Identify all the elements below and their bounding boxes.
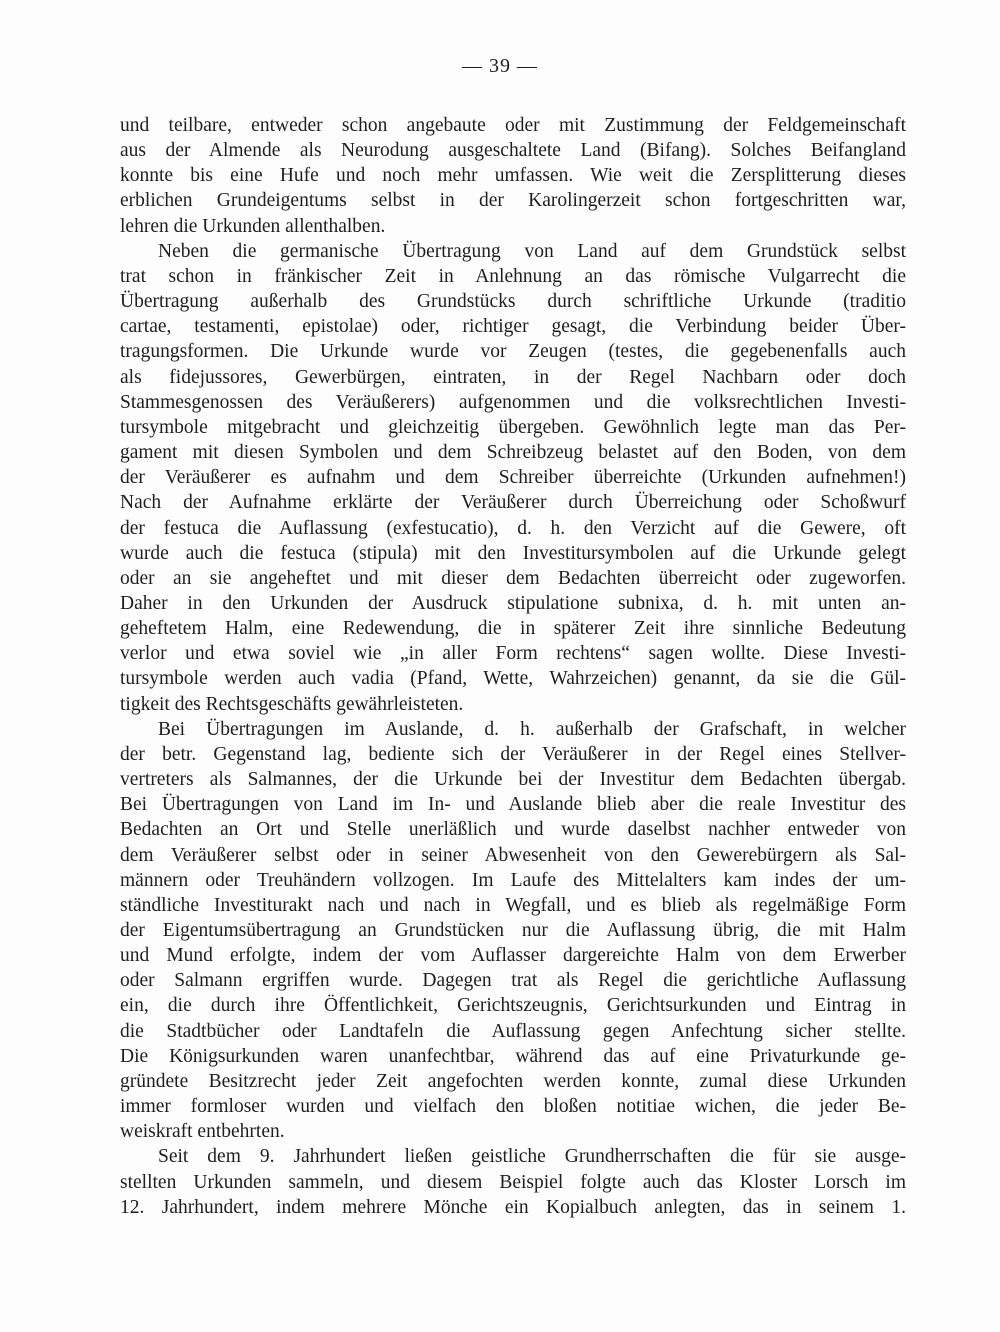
text-body (120, 113, 906, 1220)
text-line: weiskraft entbehrten. (120, 1121, 285, 1143)
text-line: Bedachten an Ort und Stelle unerläßlich und wurde daselbst nachher entweder von (120, 819, 906, 841)
text-line: und teilbare, entweder schon angebaute oder mit Zustimmung der Feldgemeinschaft (120, 115, 906, 136)
text-line: der Eigentumsübertragung an Grundstücken nur die Auflassung übrig, die mit Halm (120, 920, 906, 941)
text-line: Übertragung außerhalb des Grundstücks durch schriftliche Urkunde (traditio (120, 291, 906, 313)
text-line: und Mund erfolgte, indem der vom Auflasser dargereichte Halm von dem Erwerber (120, 945, 906, 967)
paragraph (120, 239, 906, 717)
text-line: Seit dem 9. Jahrhundert ließen geistliche Grundherrschaften die für sie ausge- (158, 1146, 906, 1168)
text-line: verlor und etwa soviel wie „in aller Form rechtens“ sagen wollte. Diese Investi- (120, 643, 906, 665)
text-line: cartae, testamenti, epistolae) oder, richtiger gesagt, die Verbindung beider Über- (120, 316, 906, 338)
text-line: tursymbole mitgebracht und gleichzeitig übergeben. Gewöhnlich legte man das Per- (120, 416, 906, 438)
text-line: Nach der Aufnahme erklärte der Veräußerer durch Überreichung oder Schoßwurf (120, 492, 906, 514)
paragraph (120, 1144, 906, 1219)
text-line: lehren die Urkunden allenthalben. (120, 215, 386, 237)
text-line: Neben die germanische Übertragung von Land auf dem Grundstück selbst (158, 240, 906, 262)
text-line: tigkeit des Rechtsgeschäfts gewährleisteten. (120, 693, 464, 715)
text-line: vertreters als Salmannes, der die Urkunde bei der Investitur dem Bedachten übergab. (120, 769, 906, 791)
text-line: konnte bis eine Hufe und noch mehr umfassen. Wie weit die Zersplitterung dieses (120, 165, 906, 187)
text-line: Die Königsurkunden waren unanfechtbar, während das auf eine Privaturkunde ge- (120, 1045, 906, 1067)
text-line: die Stadtbücher oder Landtafeln die Auflassung gegen Anfechtung sicher stellte. (120, 1020, 906, 1042)
text-line: immer formloser wurden und vielfach den bloßen notitiae wichen, die jeder Be- (120, 1096, 906, 1118)
text-line: tursymbole werden auch vadia (Pfand, Wette, Wahrzeichen) genannt, da sie die Gül- (120, 668, 906, 690)
text-line: erblichen Grundeigentums selbst in der Karolingerzeit schon fortgeschritten war, (120, 190, 906, 212)
text-line: aus der Almende als Neurodung ausgeschaltete Land (Bifang). Solches Beifangland (120, 140, 906, 162)
text-line: Bei Übertragungen im Auslande, d. h. außerhalb der Grafschaft, in welcher (158, 718, 906, 740)
text-line: trat schon in fränkischer Zeit in Anlehnung an das römische Vulgarrecht die (120, 265, 906, 287)
text-line: stellten Urkunden sammeln, und diesem Beispiel folgte auch das Kloster Lorsch im (120, 1171, 906, 1193)
text-line: der betr. Gegenstand lag, bediente sich der Veräußerer in der Regel eines Stellver- (120, 743, 906, 765)
paragraph (120, 717, 906, 1145)
text-line: Daher in den Urkunden der Ausdruck stipulatione subnixa, d. h. mit unten an- (120, 592, 906, 614)
text-line: oder an sie angeheftet und mit dieser dem Bedachten überreicht oder zugeworfen. (120, 567, 906, 589)
text-line: als fidejussores, Gewerbürgen, eintraten, in der Regel Nachbarn oder doch (120, 366, 906, 388)
text-line: Stammesgenossen des Veräußerers) aufgenommen und die volksrechtlichen Investi- (120, 391, 906, 413)
text-line: geheftetem Halm, eine Redewendung, die in späterer Zeit ihre sinnliche Bedeutung (120, 618, 906, 640)
text-line: der festuca die Auflassung (exfestucatio), d. h. den Verzicht auf die Gewere, oft (120, 517, 906, 539)
text-line: wurde auch die festuca (stipula) mit den Investitursymbolen auf die Urkunde gelegt (120, 542, 906, 564)
text-line: ständliche Investiturakt nach und nach in Wegfall, und es blieb als regelmäßige Form (120, 894, 906, 916)
text-line: gament mit diesen Symbolen und dem Schreibzeug belastet auf den Boden, von dem (120, 442, 906, 464)
text-line: gründete Besitzrecht jeder Zeit angefochten werden konnte, zumal diese Urkunden (120, 1070, 906, 1092)
text-line: dem Veräußerer selbst oder in seiner Abwesenheit von den Gewerebürgern als Sal- (120, 844, 906, 866)
text-line: der Veräußerer es aufnahm und dem Schreiber überreichte (Urkunden aufnehmen!) (120, 467, 906, 489)
text-line: oder Salmann ergriffen wurde. Dagegen trat als Regel die gerichtliche Auflassung (120, 970, 906, 992)
text-line: 12. Jahrhundert, indem mehrere Mönche ein Kopialbuch anlegten, das in seinem 1. (120, 1196, 906, 1218)
text-line: Bei Übertragungen von Land im In- und Auslande blieb aber die reale Investitur des (120, 794, 906, 816)
text-line: tragungsformen. Die Urkunde wurde vor Zeugen (testes, die gegebenenfalls auch (120, 341, 906, 363)
paragraph (120, 113, 906, 239)
text-line: ein, die durch ihre Öffentlichkeit, Gerichtszeugnis, Gerichtsurkunden und Eintrag in (120, 995, 906, 1017)
page-number: — 39 — (462, 55, 538, 77)
text-line: männern oder Treuhändern vollzogen. Im Laufe des Mittelalters kam indes der um- (120, 869, 906, 891)
